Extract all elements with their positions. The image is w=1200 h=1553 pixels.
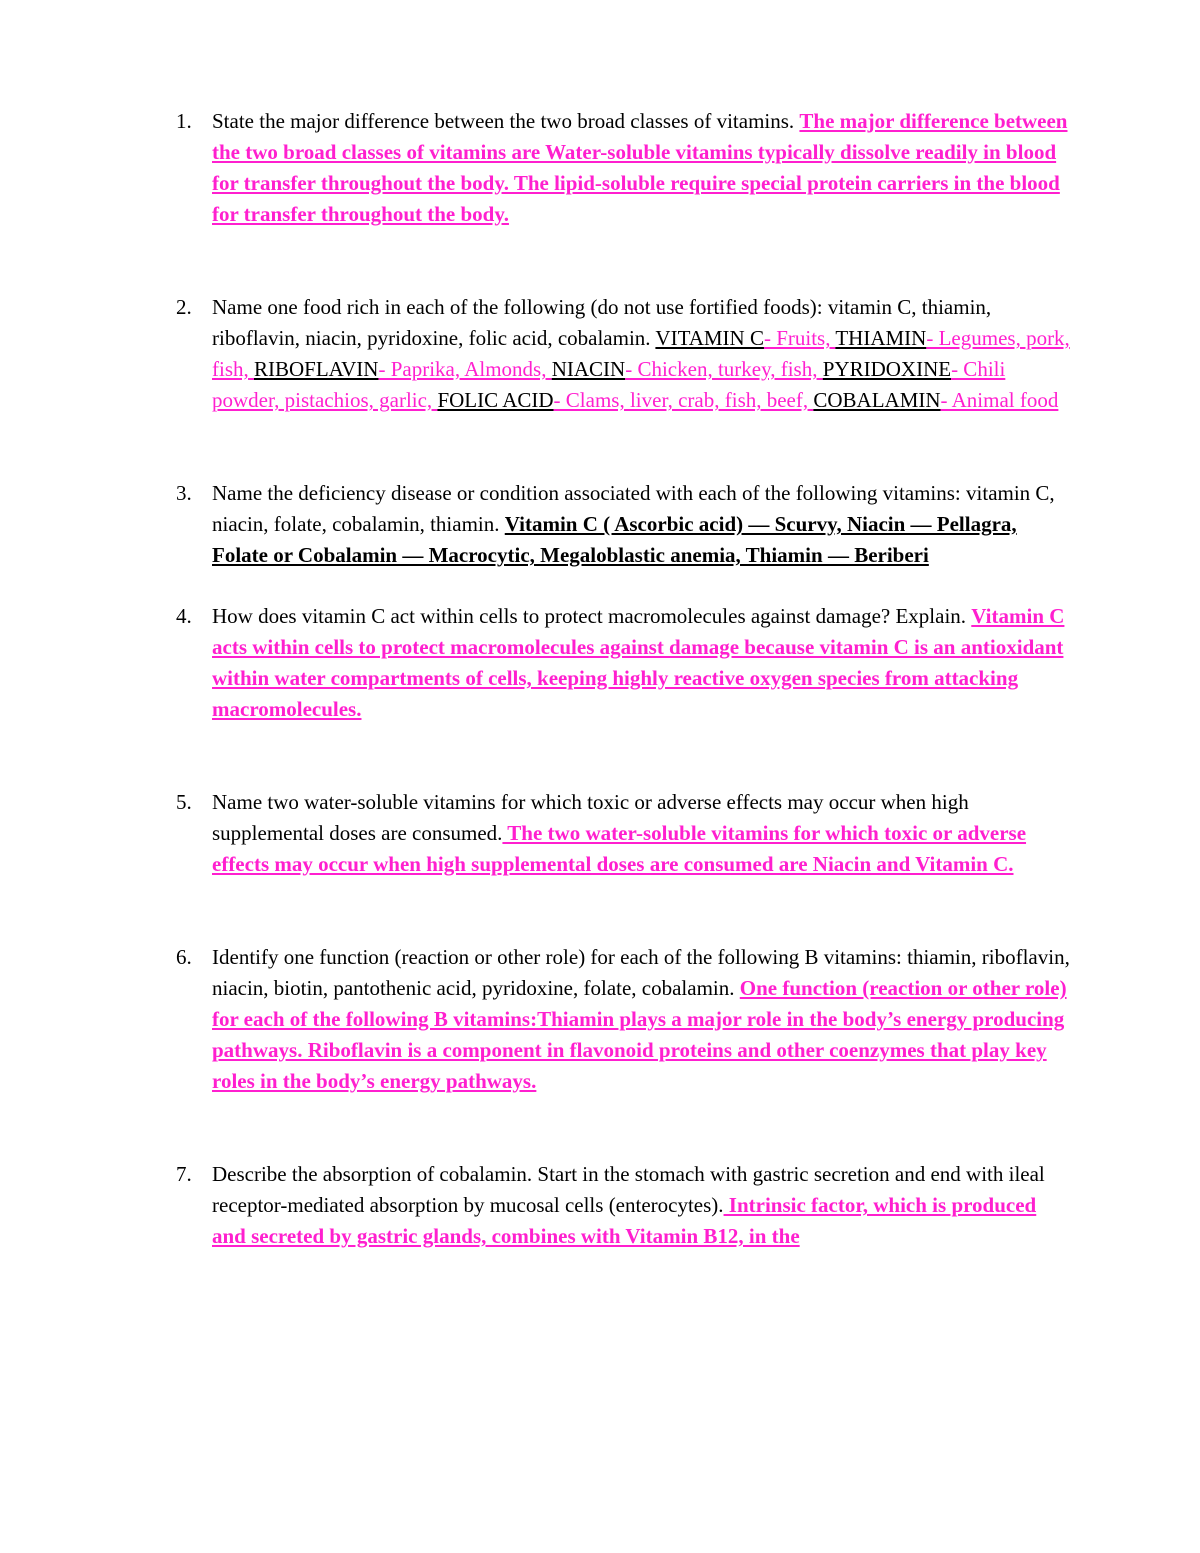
answer-text: One function (reaction or other role) for each of the following B vitamins:Thiamin plays a major role in the body’s energy producing pathways. Riboflavin is a component in flavonoid proteins and other coenzymes that play key roles in the body’s energy pathways.	[212, 976, 1067, 1093]
answer-key-folic-acid: FOLIC ACID	[437, 388, 554, 412]
answer-key-pyridoxine: PYRIDOXINE	[822, 357, 952, 381]
answer-value-cobalamin: - Animal food	[940, 388, 1059, 412]
answer-text: Vitamin C acts within cells to protect macromolecules against damage because vitamin C is an antioxidant within water compartments of cells, keeping highly reactive oxygen species from attacking macromolecules.	[212, 604, 1065, 721]
question-number: 5.	[176, 790, 192, 814]
question-list	[170, 106, 1070, 1252]
answer-value-pyridoxine: - Chili powder, pistachios, garlic,	[212, 357, 1006, 412]
answer-key-vitamin-c: VITAMIN C	[655, 326, 764, 350]
answer-text: Vitamin C ( Ascorbic acid) — Scurvy, Niacin — Pellagra, Folate or Cobalamin — Macrocytic, Megaloblastic anemia, Thiamin — Beriberi	[212, 512, 1017, 567]
answer-value-niacin: - Chicken, turkey, fish,	[625, 357, 823, 381]
answer-key-cobalamin: COBALAMIN	[813, 388, 941, 412]
question-3	[170, 478, 1070, 571]
question-7	[170, 1159, 1070, 1252]
question-text: Name the deficiency disease or condition associated with each of the following vitamins: vitamin C, niacin, folate, cobalamin, thiamin.	[212, 481, 1055, 536]
question-number: 7.	[176, 1162, 192, 1186]
question-text: State the major difference between the two broad classes of vitamins.	[212, 109, 795, 133]
question-text: Name two water-soluble vitamins for which toxic or adverse effects may occur when high supplemental doses are consumed.	[212, 790, 969, 845]
question-number: 1.	[176, 109, 192, 133]
question-4	[170, 601, 1070, 725]
question-text: Describe the absorption of cobalamin. Start in the stomach with gastric secretion and end with ileal receptor-mediated absorption by mucosal cells (enterocytes).	[212, 1162, 1045, 1217]
answer-key-niacin: NIACIN	[551, 357, 626, 381]
answer-value-thiamin: - Legumes, pork, fish,	[212, 326, 1070, 381]
answer-value-folic-acid: - Clams, liver, crab, fish, beef,	[553, 388, 814, 412]
answer-key-riboflavin: RIBOFLAVIN	[254, 357, 379, 381]
answer-value-vitamin-c: - Fruits,	[763, 326, 836, 350]
question-2	[170, 292, 1070, 416]
question-text: How does vitamin C act within cells to protect macromolecules against damage? Explain.	[212, 604, 967, 628]
question-5	[170, 787, 1070, 880]
question-number: 6.	[176, 945, 192, 969]
question-1	[170, 106, 1070, 230]
answer-text: The two water-soluble vitamins for which toxic or adverse effects may occur when high supplemental doses are consumed are Niacin and Vitamin C.	[212, 821, 1027, 876]
question-text: Identify one function (reaction or other role) for each of the following B vitamins: thiamin, riboflavin, niacin, biotin, pantothenic acid, pyridoxine, folate, cobalamin.	[212, 945, 1070, 1000]
answer-key-thiamin: THIAMIN	[835, 326, 927, 350]
answer-text: The major difference between the two broad classes of vitamins are Water-soluble vitamins typically dissolve readily in blood for transfer throughout the body. The lipid-soluble require special protein carriers in the blood for transfer throughout the body.	[212, 109, 1068, 226]
answer-value-riboflavin: - Paprika, Almonds,	[378, 357, 552, 381]
question-text: Name one food rich in each of the following (do not use fortified foods): vitamin C, thiamin, riboflavin, niacin, pyridoxine, folic acid, cobalamin.	[212, 295, 992, 350]
answer-text: Intrinsic factor, which is produced and secreted by gastric glands, combines with Vitamin B12, in the	[212, 1193, 1037, 1248]
question-number: 2.	[176, 295, 192, 319]
question-6	[170, 942, 1070, 1097]
question-number: 3.	[176, 481, 192, 505]
question-number: 4.	[176, 604, 192, 628]
